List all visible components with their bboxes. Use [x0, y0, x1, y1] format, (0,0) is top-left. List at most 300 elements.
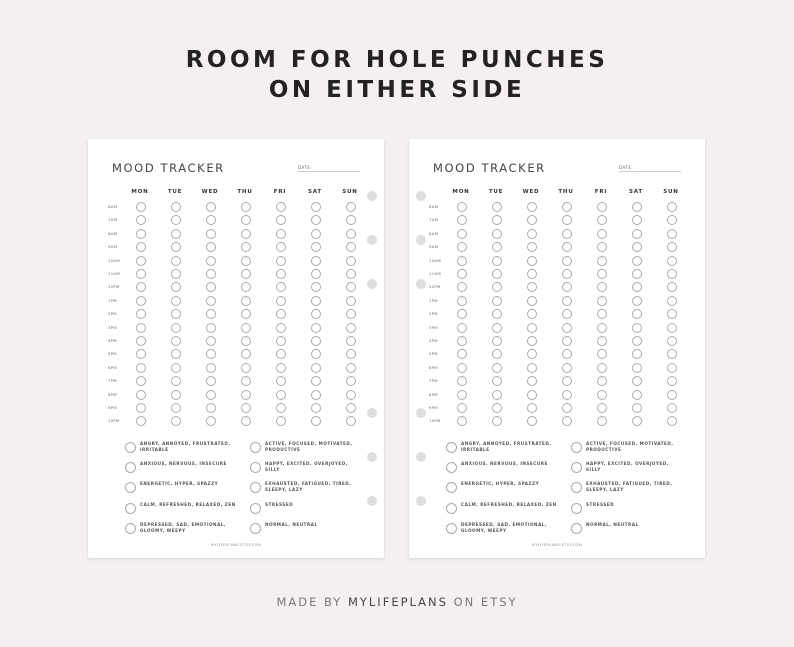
- page-title: MOOD TRACKER: [433, 161, 546, 175]
- mood-circle[interactable]: [136, 323, 146, 333]
- mood-circle[interactable]: [457, 202, 467, 212]
- mood-circle[interactable]: [276, 202, 286, 212]
- mood-circle[interactable]: [492, 229, 502, 239]
- mood-circle[interactable]: [632, 282, 642, 292]
- mood-circle[interactable]: [457, 296, 467, 306]
- mood-circle[interactable]: [206, 242, 216, 252]
- mood-circle[interactable]: [241, 229, 251, 239]
- mood-circle[interactable]: [241, 416, 251, 426]
- legend-circle[interactable]: [250, 462, 261, 473]
- mood-circle[interactable]: [276, 296, 286, 306]
- hole-punch-icon: [367, 496, 377, 506]
- planner-page-right: [409, 139, 705, 558]
- mood-circle[interactable]: [171, 349, 181, 359]
- mood-circle[interactable]: [597, 336, 607, 346]
- mood-circle[interactable]: [632, 390, 642, 400]
- mood-circle[interactable]: [457, 242, 467, 252]
- time-label: 8PM: [429, 391, 438, 397]
- legend-circle[interactable]: [125, 482, 136, 493]
- legend-circle[interactable]: [446, 523, 457, 534]
- mood-circle[interactable]: [171, 282, 181, 292]
- mood-circle[interactable]: [527, 416, 537, 426]
- mood-circle[interactable]: [276, 215, 286, 225]
- mood-circle[interactable]: [206, 376, 216, 386]
- mood-circle[interactable]: [457, 215, 467, 225]
- legend-label: ACTIVE, FOCUSED, MOTIVATED, PRODUCTIVE: [586, 441, 674, 452]
- mood-circle[interactable]: [492, 349, 502, 359]
- mood-circle[interactable]: [171, 256, 181, 266]
- day-header: SUN: [342, 189, 358, 195]
- day-header: TUE: [488, 189, 504, 195]
- mood-circle[interactable]: [492, 363, 502, 373]
- mood-circle[interactable]: [667, 269, 677, 279]
- mood-circle[interactable]: [527, 242, 537, 252]
- mood-circle[interactable]: [276, 363, 286, 373]
- mood-circle[interactable]: [206, 282, 216, 292]
- mood-circle[interactable]: [632, 269, 642, 279]
- mood-circle[interactable]: [171, 215, 181, 225]
- mood-circle[interactable]: [667, 376, 677, 386]
- mood-circle[interactable]: [311, 323, 321, 333]
- mood-circle[interactable]: [632, 416, 642, 426]
- mood-circle[interactable]: [171, 242, 181, 252]
- mood-circle[interactable]: [457, 390, 467, 400]
- mood-circle[interactable]: [206, 363, 216, 373]
- mood-circle[interactable]: [136, 256, 146, 266]
- mood-circle[interactable]: [346, 336, 356, 346]
- hole-punch-icon: [416, 279, 426, 289]
- mood-circle[interactable]: [241, 376, 251, 386]
- legend-label: EXHAUSTED, FATIGUED, TIRED, SLEEPY, LAZY: [265, 481, 352, 493]
- mood-circle[interactable]: [346, 363, 356, 373]
- mood-circle[interactable]: [241, 390, 251, 400]
- mood-circle[interactable]: [276, 349, 286, 359]
- hole-punch-icon: [367, 235, 377, 245]
- mood-circle[interactable]: [562, 269, 572, 279]
- mood-circle[interactable]: [527, 376, 537, 386]
- mood-circle[interactable]: [136, 202, 146, 212]
- website: MYLIFEPLANS.ETSY.COM: [210, 543, 262, 547]
- mood-circle[interactable]: [667, 256, 677, 266]
- mood-circle[interactable]: [597, 376, 607, 386]
- mood-circle[interactable]: [562, 242, 572, 252]
- legend-circle[interactable]: [125, 523, 136, 534]
- mood-circle[interactable]: [597, 323, 607, 333]
- mood-circle[interactable]: [527, 390, 537, 400]
- legend-circle[interactable]: [571, 442, 582, 453]
- mood-circle[interactable]: [136, 376, 146, 386]
- mood-circle[interactable]: [527, 403, 537, 413]
- time-label: 5PM: [108, 351, 117, 357]
- mood-circle[interactable]: [136, 390, 146, 400]
- mood-circle[interactable]: [241, 309, 251, 319]
- mood-circle[interactable]: [136, 296, 146, 306]
- mood-circle[interactable]: [562, 229, 572, 239]
- mood-circle[interactable]: [241, 296, 251, 306]
- mood-circle[interactable]: [632, 242, 642, 252]
- time-label: 2PM: [108, 311, 117, 317]
- legend-label: DEPRESSED, SAD, EMOTIONAL, GLOOMY, WEEPY: [461, 521, 548, 533]
- mood-circle[interactable]: [667, 363, 677, 373]
- mood-circle[interactable]: [457, 403, 467, 413]
- legend-circle[interactable]: [446, 442, 457, 453]
- mood-circle[interactable]: [562, 376, 572, 386]
- mood-circle[interactable]: [457, 336, 467, 346]
- legend-label: ACTIVE, FOCUSED, MOTIVATED, PRODUCTIVE: [265, 441, 353, 452]
- mood-circle[interactable]: [136, 229, 146, 239]
- mood-circle[interactable]: [346, 202, 356, 212]
- mood-circle[interactable]: [276, 416, 286, 426]
- mood-circle[interactable]: [206, 215, 216, 225]
- mood-circle[interactable]: [206, 229, 216, 239]
- mood-circle[interactable]: [241, 349, 251, 359]
- mood-circle[interactable]: [492, 215, 502, 225]
- mood-circle[interactable]: [492, 403, 502, 413]
- mood-circle[interactable]: [241, 215, 251, 225]
- day-header: SAT: [308, 189, 322, 195]
- mood-circle[interactable]: [276, 309, 286, 319]
- mood-circle[interactable]: [457, 229, 467, 239]
- mood-circle[interactable]: [527, 323, 537, 333]
- mood-circle[interactable]: [527, 229, 537, 239]
- mood-circle[interactable]: [597, 256, 607, 266]
- time-label: 11AM: [108, 271, 120, 276]
- mood-circle[interactable]: [492, 296, 502, 306]
- mood-circle[interactable]: [527, 296, 537, 306]
- day-header: THU: [558, 189, 574, 195]
- mood-circle[interactable]: [346, 269, 356, 279]
- legend-circle[interactable]: [250, 523, 261, 534]
- legend-label: CALM, REFRESHED, RELAXED, ZEN: [140, 501, 236, 507]
- mood-circle[interactable]: [311, 256, 321, 266]
- mood-circle[interactable]: [562, 256, 572, 266]
- mood-circle[interactable]: [136, 309, 146, 319]
- legend-circle[interactable]: [571, 503, 582, 514]
- mood-circle[interactable]: [632, 256, 642, 266]
- mood-circle[interactable]: [492, 202, 502, 212]
- mood-circle[interactable]: [346, 215, 356, 225]
- mood-circle[interactable]: [632, 215, 642, 225]
- mood-circle[interactable]: [492, 242, 502, 252]
- mood-circle[interactable]: [457, 416, 467, 426]
- mood-circle[interactable]: [311, 309, 321, 319]
- mood-circle[interactable]: [206, 336, 216, 346]
- mood-circle[interactable]: [206, 269, 216, 279]
- mood-circle[interactable]: [597, 349, 607, 359]
- legend-circle[interactable]: [250, 442, 261, 453]
- day-header: SUN: [663, 189, 679, 195]
- mood-circle[interactable]: [206, 349, 216, 359]
- mood-circle[interactable]: [527, 215, 537, 225]
- mood-circle[interactable]: [667, 349, 677, 359]
- time-label: 6PM: [108, 364, 117, 370]
- time-label: 9PM: [108, 405, 117, 410]
- mood-circle[interactable]: [206, 256, 216, 266]
- mood-circle[interactable]: [276, 336, 286, 346]
- legend-circle[interactable]: [446, 503, 457, 514]
- mood-circle[interactable]: [457, 269, 467, 279]
- mood-circle[interactable]: [346, 296, 356, 306]
- mood-circle[interactable]: [346, 323, 356, 333]
- legend-circle[interactable]: [571, 523, 582, 534]
- time-label: 11AM: [429, 271, 441, 276]
- mood-circle[interactable]: [597, 242, 607, 252]
- mood-circle[interactable]: [311, 336, 321, 346]
- mood-circle[interactable]: [667, 309, 677, 319]
- mood-circle[interactable]: [241, 282, 251, 292]
- mood-circle[interactable]: [632, 309, 642, 319]
- legend-circle[interactable]: [446, 482, 457, 493]
- legend-circle[interactable]: [125, 442, 136, 453]
- mood-circle[interactable]: [136, 349, 146, 359]
- mood-circle[interactable]: [632, 363, 642, 373]
- time-label: 7AM: [429, 217, 439, 223]
- mood-circle[interactable]: [276, 229, 286, 239]
- mood-circle[interactable]: [562, 403, 572, 413]
- mood-circle[interactable]: [667, 416, 677, 426]
- mood-circle[interactable]: [311, 376, 321, 386]
- mood-circle[interactable]: [492, 256, 502, 266]
- mood-circle[interactable]: [667, 202, 677, 212]
- hole-punch-icon: [367, 191, 377, 201]
- mood-circle[interactable]: [527, 269, 537, 279]
- mood-circle[interactable]: [492, 336, 502, 346]
- mood-circle[interactable]: [136, 336, 146, 346]
- mood-circle[interactable]: [457, 282, 467, 292]
- mood-circle[interactable]: [241, 403, 251, 413]
- mood-circle[interactable]: [276, 256, 286, 266]
- mood-circle[interactable]: [632, 229, 642, 239]
- mood-circle[interactable]: [492, 282, 502, 292]
- mood-circle[interactable]: [562, 202, 572, 212]
- date-field: DATE:: [619, 165, 681, 172]
- mood-circle[interactable]: [632, 296, 642, 306]
- mood-circle[interactable]: [562, 282, 572, 292]
- mood-circle[interactable]: [311, 363, 321, 373]
- mood-circle[interactable]: [632, 202, 642, 212]
- mood-circle[interactable]: [667, 229, 677, 239]
- mood-circle[interactable]: [311, 349, 321, 359]
- mood-circle[interactable]: [346, 256, 356, 266]
- mood-circle[interactable]: [311, 202, 321, 212]
- mood-circle[interactable]: [171, 229, 181, 239]
- mood-circle[interactable]: [241, 323, 251, 333]
- mood-circle[interactable]: [492, 323, 502, 333]
- legend-circle[interactable]: [250, 482, 261, 493]
- mood-circle[interactable]: [241, 256, 251, 266]
- mood-circle[interactable]: [346, 309, 356, 319]
- mood-circle[interactable]: [597, 296, 607, 306]
- day-header: THU: [237, 189, 253, 195]
- day-header: FRI: [594, 189, 608, 195]
- mood-circle[interactable]: [136, 403, 146, 413]
- mood-circle[interactable]: [527, 336, 537, 346]
- day-header: SAT: [629, 189, 643, 195]
- mood-circle[interactable]: [276, 282, 286, 292]
- mood-circle[interactable]: [311, 229, 321, 239]
- mood-circle[interactable]: [597, 215, 607, 225]
- legend-label: ANXIOUS, NERVOUS, INSECURE: [461, 461, 548, 467]
- mood-circle[interactable]: [632, 349, 642, 359]
- mood-circle[interactable]: [667, 403, 677, 413]
- legend-circle[interactable]: [446, 462, 457, 473]
- mood-circle[interactable]: [597, 403, 607, 413]
- mood-circle[interactable]: [597, 202, 607, 212]
- mood-circle[interactable]: [311, 242, 321, 252]
- mood-circle[interactable]: [562, 309, 572, 319]
- mood-circle[interactable]: [346, 282, 356, 292]
- mood-circle[interactable]: [527, 349, 537, 359]
- mood-circle[interactable]: [136, 416, 146, 426]
- mood-circle[interactable]: [206, 416, 216, 426]
- mood-circle[interactable]: [276, 242, 286, 252]
- mood-circle[interactable]: [136, 242, 146, 252]
- mood-circle[interactable]: [492, 309, 502, 319]
- mood-circle[interactable]: [492, 376, 502, 386]
- time-label: 12PM: [108, 284, 120, 290]
- mood-circle[interactable]: [136, 215, 146, 225]
- mood-circle[interactable]: [171, 296, 181, 306]
- mood-circle[interactable]: [136, 363, 146, 373]
- mood-circle[interactable]: [492, 416, 502, 426]
- mood-circle[interactable]: [562, 323, 572, 333]
- hole-punch-icon: [416, 191, 426, 201]
- mood-circle[interactable]: [597, 390, 607, 400]
- mood-circle[interactable]: [241, 269, 251, 279]
- mood-circle[interactable]: [527, 363, 537, 373]
- mood-circle[interactable]: [346, 390, 356, 400]
- mood-circle[interactable]: [562, 390, 572, 400]
- legend-label: ANGRY, ANNOYED, FRUSTRATED, IRRITABLE: [140, 441, 231, 452]
- mood-circle[interactable]: [667, 323, 677, 333]
- mood-circle[interactable]: [171, 376, 181, 386]
- time-label: 5PM: [429, 351, 438, 357]
- legend-circle[interactable]: [571, 482, 582, 493]
- mood-circle[interactable]: [667, 242, 677, 252]
- mood-circle[interactable]: [597, 416, 607, 426]
- legend-circle[interactable]: [125, 503, 136, 514]
- mood-circle[interactable]: [527, 309, 537, 319]
- mood-circle[interactable]: [171, 416, 181, 426]
- legend-circle[interactable]: [250, 503, 261, 514]
- mood-circle[interactable]: [276, 403, 286, 413]
- mood-circle[interactable]: [311, 282, 321, 292]
- mood-circle[interactable]: [206, 390, 216, 400]
- mood-circle[interactable]: [597, 363, 607, 373]
- mood-circle[interactable]: [171, 269, 181, 279]
- mood-circle[interactable]: [667, 215, 677, 225]
- mood-circle[interactable]: [276, 390, 286, 400]
- mood-circle[interactable]: [346, 416, 356, 426]
- mood-circle[interactable]: [492, 390, 502, 400]
- mood-circle[interactable]: [562, 416, 572, 426]
- mood-circle[interactable]: [457, 376, 467, 386]
- mood-circle[interactable]: [562, 296, 572, 306]
- mood-circle[interactable]: [457, 349, 467, 359]
- mood-circle[interactable]: [597, 269, 607, 279]
- mood-circle[interactable]: [457, 309, 467, 319]
- legend-circle[interactable]: [571, 462, 582, 473]
- mood-circle[interactable]: [206, 202, 216, 212]
- mood-circle[interactable]: [171, 323, 181, 333]
- mood-circle[interactable]: [276, 323, 286, 333]
- mood-circle[interactable]: [667, 296, 677, 306]
- mood-circle[interactable]: [667, 390, 677, 400]
- mood-circle[interactable]: [311, 403, 321, 413]
- mood-circle[interactable]: [632, 336, 642, 346]
- mood-circle[interactable]: [346, 229, 356, 239]
- mood-circle[interactable]: [632, 323, 642, 333]
- mood-circle[interactable]: [492, 269, 502, 279]
- mood-circle[interactable]: [171, 202, 181, 212]
- website: MYLIFEPLANS.ETSY.COM: [531, 543, 583, 547]
- mood-circle[interactable]: [632, 376, 642, 386]
- mood-circle[interactable]: [171, 363, 181, 373]
- mood-circle[interactable]: [311, 269, 321, 279]
- legend-label: ANXIOUS, NERVOUS, INSECURE: [140, 461, 227, 467]
- legend-circle[interactable]: [125, 462, 136, 473]
- legend-label: EXHAUSTED, FATIGUED, TIRED, SLEEPY, LAZY: [586, 481, 673, 493]
- mood-circle[interactable]: [457, 363, 467, 373]
- mood-circle[interactable]: [206, 296, 216, 306]
- mood-circle[interactable]: [346, 242, 356, 252]
- mood-circle[interactable]: [276, 269, 286, 279]
- mood-circle[interactable]: [527, 282, 537, 292]
- mood-circle[interactable]: [171, 390, 181, 400]
- time-label: 6PM: [429, 364, 438, 370]
- mood-circle[interactable]: [311, 215, 321, 225]
- mood-circle[interactable]: [346, 349, 356, 359]
- mood-circle[interactable]: [241, 242, 251, 252]
- mood-circle[interactable]: [241, 363, 251, 373]
- mood-circle[interactable]: [667, 336, 677, 346]
- mood-circle[interactable]: [562, 349, 572, 359]
- time-label: 10PM: [429, 418, 441, 424]
- mood-circle[interactable]: [311, 390, 321, 400]
- mood-circle[interactable]: [527, 256, 537, 266]
- mood-circle[interactable]: [311, 296, 321, 306]
- mood-circle[interactable]: [171, 336, 181, 346]
- mood-circle[interactable]: [527, 202, 537, 212]
- mood-circle[interactable]: [136, 282, 146, 292]
- mood-circle[interactable]: [597, 229, 607, 239]
- mood-circle[interactable]: [171, 309, 181, 319]
- time-label: 7PM: [429, 378, 438, 384]
- mood-circle[interactable]: [276, 376, 286, 386]
- mood-circle[interactable]: [562, 363, 572, 373]
- mood-circle[interactable]: [346, 376, 356, 386]
- mood-circle[interactable]: [562, 215, 572, 225]
- mood-circle[interactable]: [632, 403, 642, 413]
- mood-circle[interactable]: [241, 336, 251, 346]
- mood-circle[interactable]: [597, 309, 607, 319]
- time-label: 10AM: [108, 257, 120, 263]
- mood-circle[interactable]: [171, 403, 181, 413]
- mood-circle[interactable]: [346, 403, 356, 413]
- mood-circle[interactable]: [457, 256, 467, 266]
- mood-circle[interactable]: [206, 309, 216, 319]
- mood-circle[interactable]: [457, 323, 467, 333]
- mood-circle[interactable]: [311, 416, 321, 426]
- mood-circle[interactable]: [206, 403, 216, 413]
- mood-circle[interactable]: [136, 269, 146, 279]
- mood-circle[interactable]: [206, 323, 216, 333]
- mood-circle[interactable]: [597, 282, 607, 292]
- mood-circle[interactable]: [241, 202, 251, 212]
- mood-circle[interactable]: [667, 282, 677, 292]
- legend-label: ENERGETIC, HYPER, SPAZZY: [461, 481, 540, 487]
- mood-circle[interactable]: [562, 336, 572, 346]
